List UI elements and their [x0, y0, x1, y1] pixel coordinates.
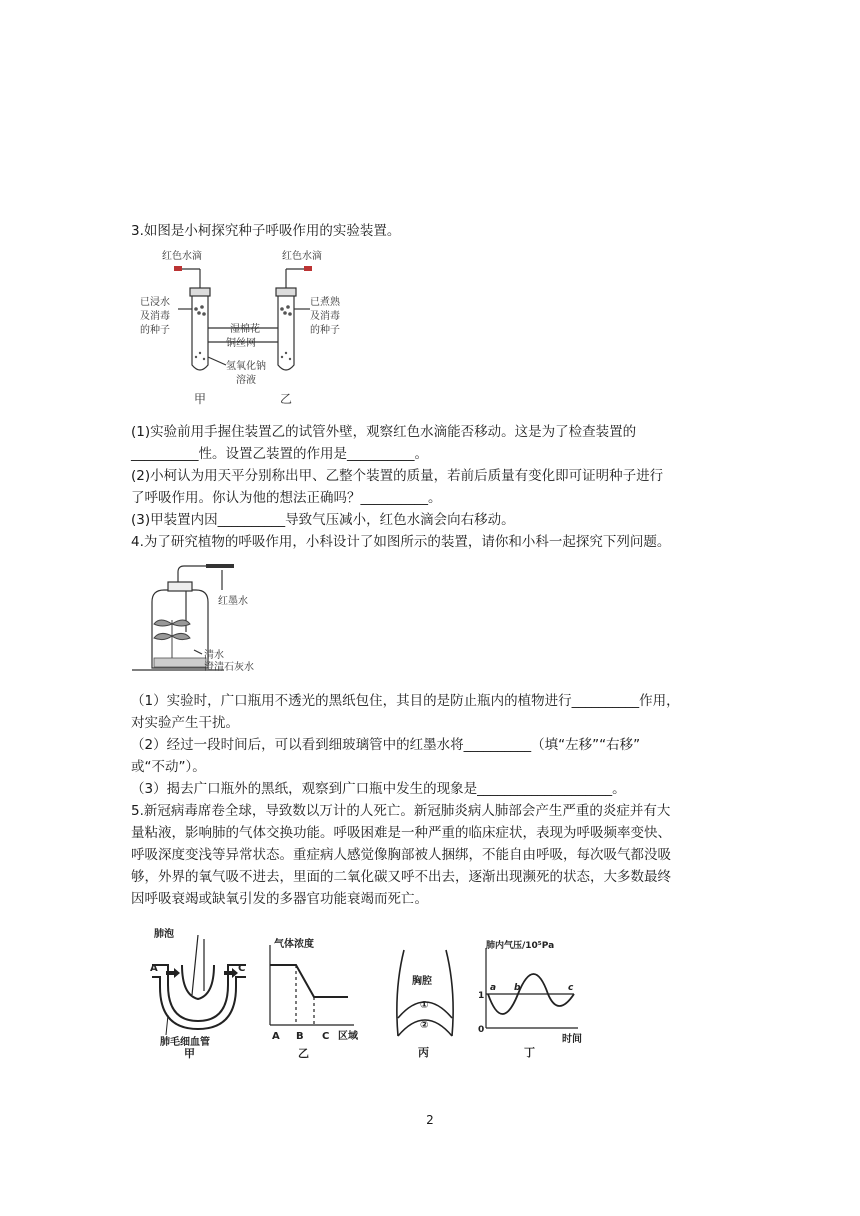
cotton-label: 湿棉花 — [230, 324, 260, 335]
ink-label: 红墨水 — [218, 596, 248, 607]
yi-ylabel: 气体浓度 — [274, 939, 314, 950]
q5-para-line5: 因呼吸衰竭或缺氧引发的多器官功能衰竭而死亡。 — [131, 891, 428, 907]
bing-caption: 丙 — [418, 1046, 429, 1059]
left-seed-label-1: 已浸水 — [140, 297, 170, 308]
mesh-label: 铜丝网 — [226, 338, 256, 349]
bing-mark-1: ① — [420, 1000, 429, 1011]
q4-sub1-line2: 对实验产生干扰。 — [131, 715, 239, 731]
ding-point-a: a — [490, 983, 497, 993]
q5-para-line1: 5.新冠病毒席卷全球，导致数以万计的人死亡。新冠肺炎病人肺部会产生严重的炎症并有大 — [131, 803, 671, 819]
q5-para-line3: 呼吸深度变浅等异常状态。重症病人感觉像胸部被人捆绑，不能自由呼吸，每次吸气都没吸 — [131, 847, 671, 863]
yi-xlabel: 区域 — [338, 1031, 358, 1042]
q4-sub2-line1: （2）经过一段时间后，可以看到细玻璃管中的红墨水将__________（填“左移”“右移” — [131, 737, 641, 753]
chest-cavity-label: 胸腔 — [412, 976, 432, 987]
q3-sub2-line1: (2)小柯认为用天平分别称出甲、乙整个装置的质量，若前后质量有变化即可证明种子进行 — [131, 468, 664, 484]
alveolus-label: 肺泡 — [154, 929, 174, 940]
q5-figure-yi — [264, 937, 372, 1059]
bing-mark-2: ② — [420, 1020, 429, 1031]
page-number: 2 — [426, 1113, 434, 1127]
q5-figure-ding — [474, 942, 590, 1060]
naoh-label-1: 氢氧化钠 — [226, 361, 266, 372]
q5-para-line4: 够，外界的氧气吸不进去，里面的二氧化碳又呼不出去，逐渐出现濒死的状态，大多数最终 — [131, 869, 671, 885]
label-yi: 乙 — [280, 392, 293, 406]
left-seed-label-3: 的种子 — [140, 325, 170, 336]
water-label: 清水 — [204, 650, 224, 661]
yi-tick-b: B — [296, 1031, 304, 1042]
ding-caption: 丁 — [524, 1046, 535, 1059]
q3-title: 3.如图是小柯探究种子呼吸作用的实验装置。 — [131, 223, 401, 239]
right-seed-label-2: 及消毒 — [310, 311, 340, 322]
q3-sub1-line1: (1)实验前用手握住装置乙的试管外壁，观察红色水滴能否移动。这是为了检查装置的 — [131, 424, 637, 440]
ding-point-b: b — [514, 983, 521, 993]
left-seed-label-2: 及消毒 — [140, 311, 170, 322]
capillary-label: 肺毛细血管 — [160, 1037, 210, 1048]
q3-sub1-line2: __________性。设置乙装置的作用是__________。 — [131, 446, 428, 462]
yi-caption: 乙 — [298, 1047, 309, 1060]
q3-figure — [140, 247, 350, 409]
jia-caption: 甲 — [184, 1047, 195, 1060]
yi-tick-a: A — [272, 1031, 280, 1042]
right-drop-label: 红色水滴 — [282, 251, 322, 262]
jia-a-label: A — [150, 963, 158, 974]
ding-ylabel: 肺内气压/10⁵Pa — [486, 941, 555, 951]
q3-sub2-line2: 了呼吸作用。你认为他的想法正确吗？__________。 — [131, 490, 442, 506]
right-seed-label-3: 的种子 — [310, 325, 340, 336]
left-drop-label: 红色水滴 — [162, 251, 202, 262]
ding-point-c: c — [568, 983, 574, 993]
label-jia: 甲 — [194, 392, 207, 406]
right-seed-label-1: 已煮熟 — [310, 297, 340, 308]
q5-figure-jia — [146, 925, 254, 1060]
q4-sub3: （3）揭去广口瓶外的黑纸，观察到广口瓶中发生的现象是____________________。 — [131, 781, 626, 797]
q4-sub2-line2: 或“不动”）。 — [131, 759, 206, 775]
q5-para-line2: 量粘液，影响肺的气体交换功能。呼吸困难是一种严重的临床症状，表现为呼吸频率变快、 — [131, 825, 671, 841]
yi-tick-c: C — [322, 1031, 330, 1042]
q5-figure-bing — [390, 940, 460, 1060]
limewater-label: 澄清石灰水 — [204, 662, 254, 673]
q4-sub1-line1: （1）实验时，广口瓶用不透光的黑纸包住，其目的是防止瓶内的植物进行__________作用， — [131, 693, 680, 709]
ding-y0: 0 — [478, 1025, 485, 1035]
ding-y1: 1 — [478, 991, 485, 1001]
q4-title: 4.为了研究植物的呼吸作用，小科设计了如图所示的装置，请你和小科一起探究下列问题。 — [131, 534, 671, 550]
naoh-label-2: 溶液 — [236, 375, 256, 386]
q3-sub3: (3)甲装置内因__________导致气压减小，红色水滴会向右移动。 — [131, 512, 515, 528]
ding-xlabel: 时间 — [562, 1034, 582, 1045]
jia-c-label: C — [238, 963, 246, 974]
q4-figure — [132, 562, 292, 680]
